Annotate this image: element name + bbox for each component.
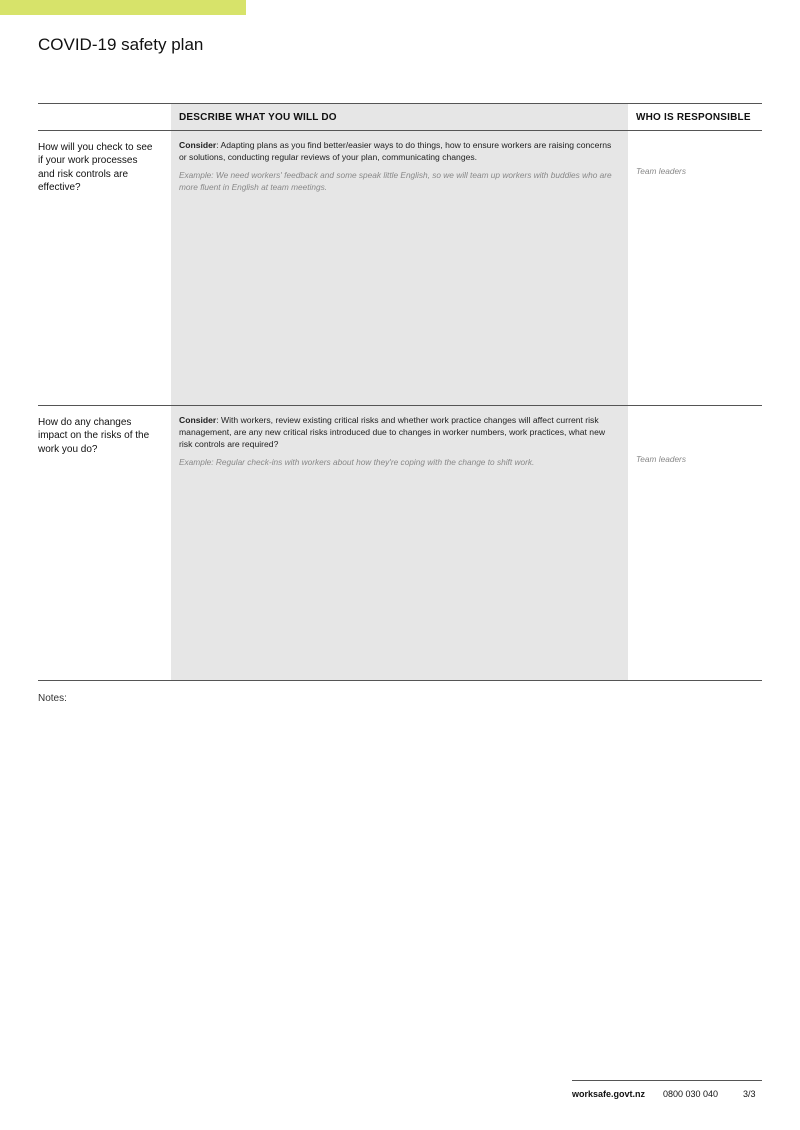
footer-website-link[interactable]: worksafe.govt.nz <box>572 1089 646 1099</box>
who-responsible-cell[interactable]: Team leaders <box>636 166 686 176</box>
question-cell: How do any changes impact on the risks of the work you do? <box>38 417 150 455</box>
example-text: Example: We need workers' feedback and some speak little English, so we will team up workers with buddies who are more fluent in English at team meetings. <box>179 170 612 192</box>
table-header-row <box>38 104 762 131</box>
consider-label: Consider <box>179 415 217 425</box>
accent-bar <box>0 0 246 15</box>
describe-column-header-bg <box>171 104 628 130</box>
describe-column-header: DESCRIBE WHAT YOU WILL DO <box>179 112 337 123</box>
describe-cell[interactable] <box>171 131 628 405</box>
example-text: Example: Regular check-ins with workers about how they're coping with the change to shift work. <box>179 457 535 467</box>
page-number: 3/3 <box>743 1089 756 1099</box>
footer-phone: 0800 030 040 <box>663 1089 719 1099</box>
describe-cell[interactable] <box>171 406 628 680</box>
table-row <box>38 131 762 406</box>
page-title: COVID-19 safety plan <box>38 35 204 54</box>
table-row <box>38 406 762 681</box>
question-cell: How will you check to see if your work processes and risk controls are effective? <box>38 142 153 194</box>
who-responsible-cell[interactable]: Team leaders <box>636 454 686 464</box>
who-responsible-column-header: WHO IS RESPONSIBLE <box>636 112 751 123</box>
consider-body: : Adapting plans as you find better/easier ways to do things, how to ensure workers are raising concerns or solutions, conducting regular reviews of your plan, communicating changes. <box>179 140 612 162</box>
notes-label: Notes: <box>38 693 67 704</box>
safety-plan-table <box>38 103 762 681</box>
footer-divider <box>572 1080 762 1081</box>
consider-text <box>179 414 618 450</box>
consider-body: : With workers, review existing critical risks and whether work practice changes will affect current risk management, are any new critical risks introduced due to changes in worker numbers, work practices, what new risk controls are required? <box>179 415 606 449</box>
consider-text <box>179 139 618 163</box>
consider-label: Consider <box>179 140 217 150</box>
